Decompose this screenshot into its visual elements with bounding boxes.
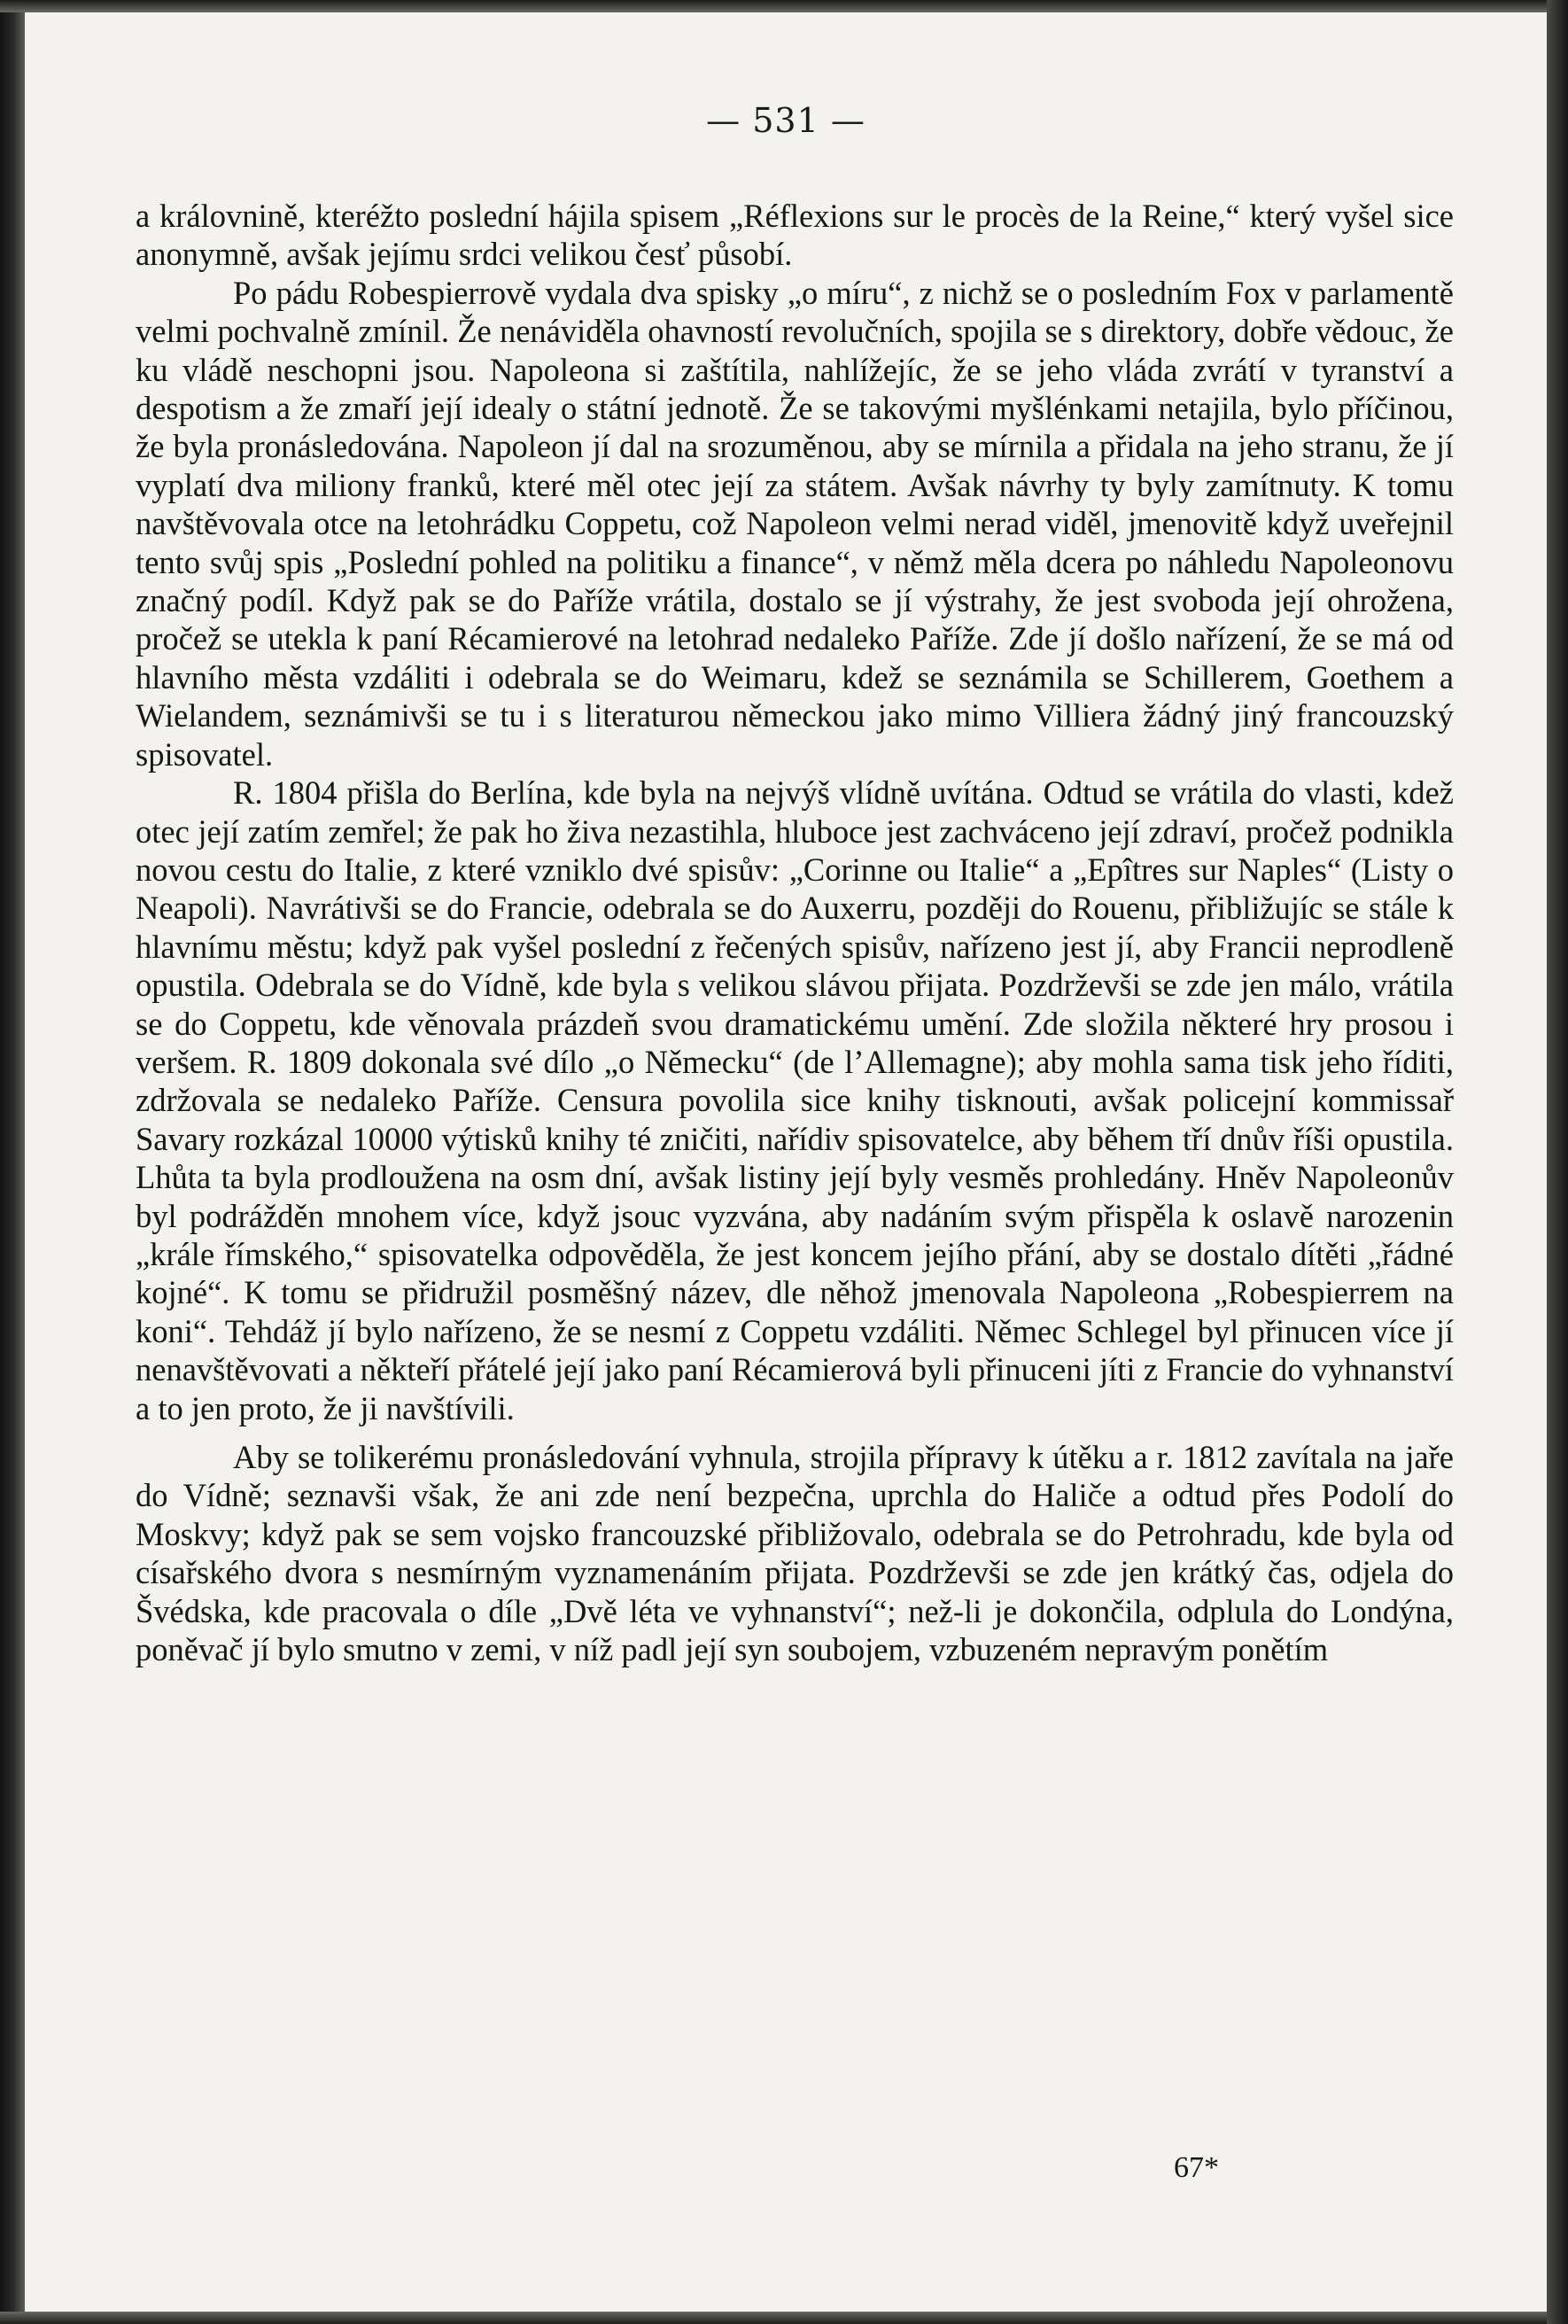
page-number: — 531 —: [706, 101, 866, 140]
scan-bottom-edge: [0, 2312, 1568, 2324]
paragraph-4: Aby se tolikerému pronásledování vyhnula, strojila přípravy k útěku a r. 1812 zavítala na jaře do Vídně; seznavši však, že ani zde není bezpečna, uprchla do Haliče a odtud přes Podolí do Moskvy; když pak se sem vojsko francouzské přibližovalo, odebrala se do Petrohradu, kde byla od císařského dvora s nesmírným vyznamenáním přijata. Pozdrževši se zde jen krátký čas, odjela do Švédska, kde pracovala o díle „Dvě léta ve vyhnanství“; než-li je dokončila, odplula do Londýna, poněvač jí bylo smutno v zemi, v níž padl její syn soubojem, vzbuzeném nepravým ponětím: [136, 1439, 1454, 1668]
paragraph-2: Po pádu Robespierrově vydala dva spisky „o míru“, z nichž se o posledním Fox v parlamentě velmi pochvalně zmínil. Že nenáviděla ohavností revolučních, spojila se s direktory, dobře vědouc, že ku vládě neschopni jsou. Napoleona si zaštítila, nahlížejíc, že se jeho vláda zvrátí v tyranství a despotism a že zmaří její idealy o státní jednotě. Že se takovými myšlénkami netajila, bylo příčinou, že byla pronásledována. Napoleon jí dal na srozuměnou, aby se mírnila a přidala na jeho stranu, že jí vyplatí dva miliony franků, které měl otec její za státem. Avšak návrhy ty byly zamítnuty. K tomu navštěvovala otce na letohrádku Coppetu, což Napoleon velmi nerad viděl, jmenovitě když uveřejnil tento svůj spis „Poslední pohled na politiku a finance“, v němž měla dcera po náhledu Napoleonovu značný podíl. Když pak se do Paříže vrátila, dostalo se jí výstrahy, že jest svoboda její ohrožena, pročež se utekla k paní Récamierové na letohrad nedaleko Paříže. Zde jí došlo nařízení, že se má od hlavního města vzdáliti i odebrala se do Weimaru, kdež se seznámila se Schillerem, Goethem a Wielandem, seznámivši se tu i s literaturou německou jako mimo Villiera žádný jiný francouzský spisovatel.: [136, 274, 1454, 773]
scan-top-edge: [0, 0, 1568, 12]
body-text: [136, 197, 1454, 1668]
book-page: [25, 12, 1547, 2312]
paragraph-3: R. 1804 přišla do Berlína, kde byla na nejvýš vlídně uvítána. Odtud se vrátila do vlasti, kdež otec její zatím zemřel; že pak ho živa nezastihla, hluboce jest zachváceno její zdraví, pročež podnikla novou cestu do Italie, z které vzniklo dvé spisův: „Corinne ou Italie“ a „Epîtres sur Naples“ (Listy o Neapoli). Navrátivši se do Francie, odebrala se do Auxerru, později do Rouenu, přibližujíc se stále k hlavnímu městu; když pak vyšel poslední z řečených spisův, nařízeno jest jí, aby Francii neprodleně opustila. Odebrala se do Vídně, kde byla s velikou slávou přijata. Pozdrževši se zde jen málo, vrátila se do Coppetu, kde věnovala prázdeň svou dramatickému umění. Zde složila některé hry prosou i veršem. R. 1809 dokonala své dílo „o Německu“ (de l’Allemagne); aby mohla sama tisk jeho říditi, zdržovala se nedaleko Paříže. Censura povolila sice knihy tisknouti, avšak policejní kommissař Savary rozkázal 10000 výtisků knihy té zničiti, nařídiv spisovatelce, aby během tří dnův říši opustila. Lhůta ta byla prodloužena na osm dní, avšak listiny její byly vesměs prohledány. Hněv Napoleonův byl podrážděn mnohem více, když jsouc vyzvána, aby nadáním svým přispěla k oslavě narozenin „krále římského,“ spisovatelka odpověděla, že jest koncem jejího přání, aby se dostalo dítěti „řádné kojné“. K tomu se přidružil posměšný název, dle něhož jmenovala Napoleona „Robespierrem na koni“. Tehdáž jí bylo nařízeno, že se nesmí z Coppetu vzdáliti. Němec Schlegel byl přinucen více jí nenavštěvovati a někteří přátelé její jako paní Récamierová byli přinuceni jíti z Francie do vyhnanství a to jen proto, že ji navštívili.: [136, 774, 1454, 1426]
paragraph-1: a královnině, kteréžto poslední hájila spisem „Réflexions sur le procès de la Reine,“ který vyšel sice anonymně, avšak jejímu srdci velikou česť působí.: [136, 198, 1454, 273]
book-binding-shadow: [0, 0, 25, 2324]
scan-right-edge: [1547, 0, 1568, 2324]
signature-mark: 67*: [1174, 2151, 1219, 2184]
